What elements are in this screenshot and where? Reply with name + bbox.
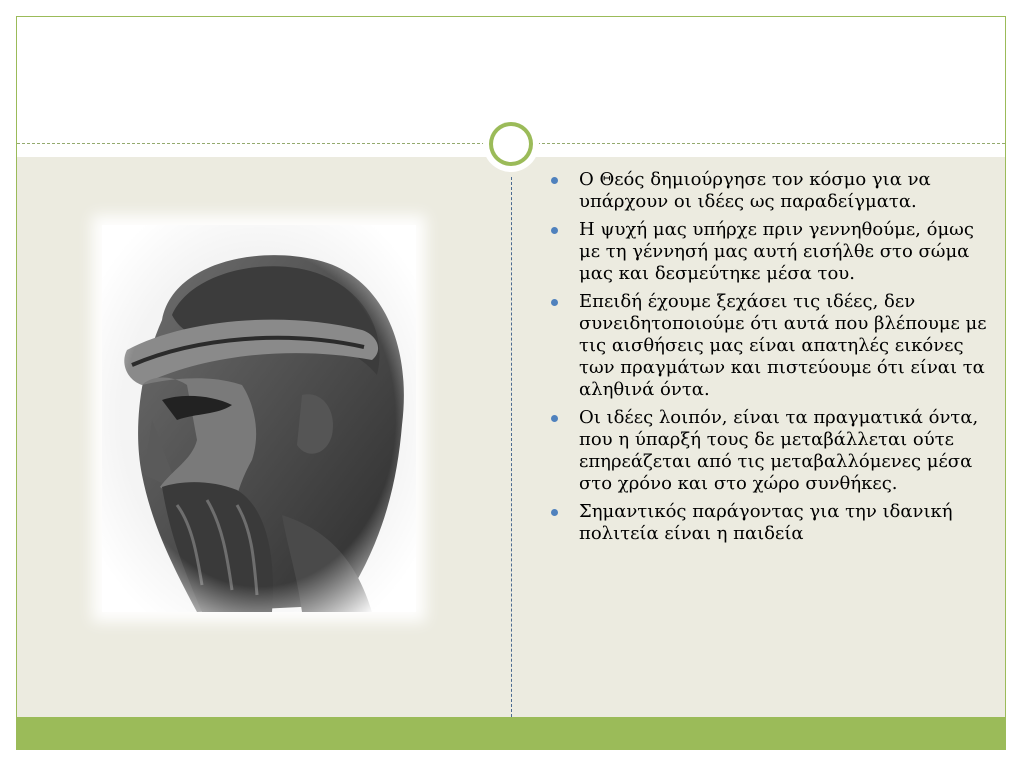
list-item — [547, 169, 997, 213]
bullet-text: Επειδή έχουμε ξεχάσει τις ιδέες, δεν συνειδητοποιούμε ότι αυτά που βλέπουμε με τις αισθήσεις μας είναι απατηλές εικόνες των πραγμάτων και πιστεύουμε ότι είναι τα αληθινά όντα. — [579, 291, 987, 400]
bullet-text: Ο Θεός δημιούργησε τον κόσμο για να υπάρχουν οι ιδέες ως παραδείγματα. — [579, 169, 931, 212]
bullet-dot-icon — [551, 227, 558, 234]
footer-bar — [17, 717, 1005, 750]
slide — [16, 16, 1006, 750]
bullet-dot-icon — [551, 509, 558, 516]
portrait-image — [102, 225, 416, 612]
bullet-dot-icon — [551, 177, 558, 184]
bullet-text: Η ψυχή μας υπήρχε πριν γεννηθούμε, όμως με τη γέννησή μας αυτή εισήλθε στο σώμα μας και δεσμεύτηκε μέσα του. — [579, 219, 974, 284]
list-item — [547, 501, 997, 545]
list-item — [547, 407, 997, 495]
bullet-dot-icon — [551, 415, 558, 422]
ornament-ring-inner — [493, 126, 529, 162]
list-item — [547, 219, 997, 285]
bullet-text: Οι ιδέες λοιπόν, είναι τα πραγματικά όντα, που η ύπαρξή τους δε μεταβάλλεται ούτε επηρεάζεται από τις μεταβαλλόμενες μέσα στο χρόνο και στο χώρο συνθήκες. — [579, 407, 979, 494]
bullet-dot-icon — [551, 299, 558, 306]
list-item — [547, 291, 997, 401]
bullet-list — [547, 169, 997, 551]
column-divider — [511, 177, 512, 717]
plato-bust-illustration — [102, 225, 416, 612]
circle-ornament-icon — [483, 116, 539, 172]
bullet-text: Σημαντικός παράγοντας για την ιδανική πολιτεία είναι η παιδεία — [579, 501, 953, 544]
